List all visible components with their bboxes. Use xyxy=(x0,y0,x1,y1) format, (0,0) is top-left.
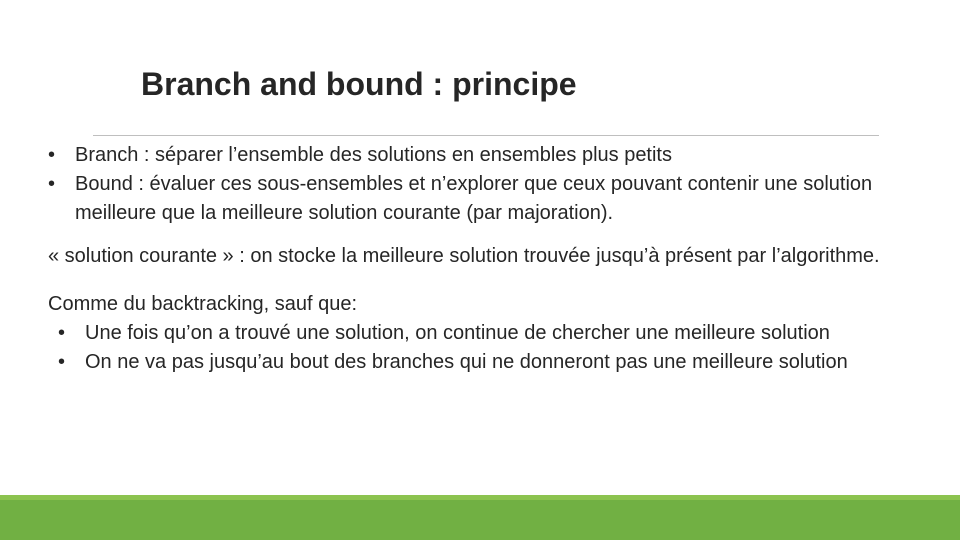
bullet-item-branch xyxy=(48,141,898,170)
sub-bullet-list xyxy=(48,319,898,377)
comparison-intro: Comme du backtracking, sauf que: xyxy=(48,293,358,315)
sub-bullet-item xyxy=(48,319,898,348)
sub-bullet-text: Une fois qu’on a trouvé une solution, on continue de chercher une meilleure solution xyxy=(85,322,830,344)
slide-title: Branch and bound : principe xyxy=(141,66,577,102)
slide-content xyxy=(48,141,898,377)
bullet-icon: • xyxy=(48,173,56,195)
footer-bar xyxy=(0,495,960,540)
bullet-icon: • xyxy=(58,322,66,344)
bullet-icon: • xyxy=(58,351,66,373)
sub-bullet-text: On ne va pas jusqu’au bout des branches qui ne donneront pas une meilleure solution xyxy=(85,351,848,373)
footer-bar-highlight xyxy=(0,495,960,500)
solution-courante-paragraph: « solution courante » : on stocke la meilleure solution trouvée jusqu’à présent par l’algorithme. xyxy=(48,245,880,267)
sub-bullet-item xyxy=(48,348,898,377)
title-divider xyxy=(93,135,879,136)
comparison-block xyxy=(48,290,898,377)
bullet-icon: • xyxy=(48,144,56,166)
bullet-text: Branch : séparer l’ensemble des solutions en ensembles plus petits xyxy=(75,144,672,166)
bullet-text: Bound : évaluer ces sous-ensembles et n’explorer que ceux pouvant contenir une solution meilleure que la meilleure solution courante (par majoration). xyxy=(75,173,873,224)
bullet-list xyxy=(48,141,898,228)
bullet-item-bound xyxy=(48,170,898,228)
